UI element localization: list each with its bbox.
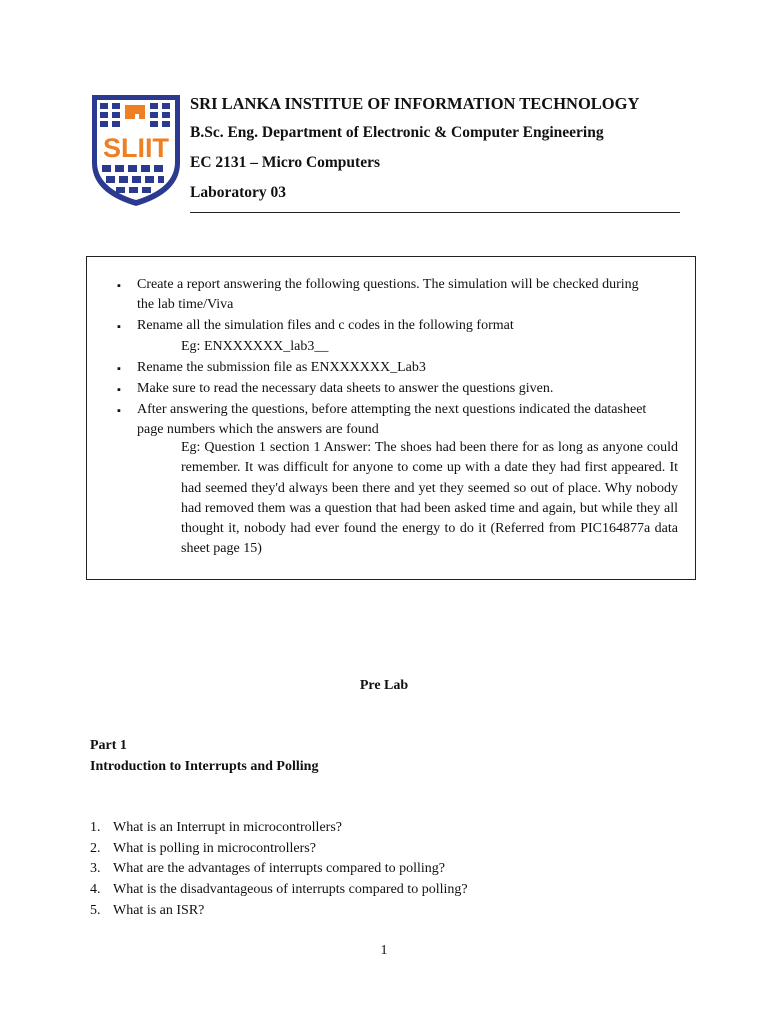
list-item xyxy=(90,820,342,836)
instruction-item: Rename all the simulation files and c codes in the following format xyxy=(137,318,514,333)
instruction-example: Eg: ENXXXXXX_lab3__ xyxy=(181,339,329,354)
bullet-icon: ▪ xyxy=(117,280,121,292)
header-divider xyxy=(190,212,680,213)
instruction-example-paragraph: Eg: Question 1 section 1 Answer: The shoes had been there for as long as anyone could remember. It was difficult for anyone to come up with a date they had first appeared. It had seemed they'd always been there and yet they seemed so out of place. Why nobody had removed them was a question that had been asked time and again, but while they all thought it, nobody had ever found the energy to do it (Referred from PIC164877a data sheet page 15) xyxy=(181,440,678,557)
question-text: What are the advantages of interrupts compared to polling? xyxy=(113,861,445,876)
question-number: 4. xyxy=(90,882,101,897)
course-title: EC 2131 – Micro Computers xyxy=(190,154,380,171)
bullet-icon: ▪ xyxy=(117,405,121,417)
question-number: 2. xyxy=(90,841,101,856)
instruction-item: Create a report answering the following questions. The simulation will be checked during xyxy=(137,277,639,292)
instruction-item: After answering the questions, before attempting the next questions indicated the datasheet xyxy=(137,402,647,417)
section-heading: Pre Lab xyxy=(359,678,409,693)
list-item xyxy=(90,882,468,898)
question-text: What is polling in microcontrollers? xyxy=(113,841,316,856)
part-subtitle: Introduction to Interrupts and Polling xyxy=(90,759,319,774)
instruction-item: Rename the submission file as ENXXXXXX_Lab3 xyxy=(137,360,426,375)
question-number: 1. xyxy=(90,820,101,835)
sliit-logo xyxy=(90,93,182,208)
list-item xyxy=(90,841,316,857)
part-title: Part 1 xyxy=(90,738,127,753)
page-number: 1 xyxy=(380,943,388,958)
question-text: What is the disadvantageous of interrupts compared to polling? xyxy=(113,882,468,897)
instruction-item-cont: page numbers which the answers are found xyxy=(137,422,379,437)
lion-emblem-icon xyxy=(125,105,145,119)
instruction-item: Make sure to read the necessary data sheets to answer the questions given. xyxy=(137,381,554,396)
question-number: 3. xyxy=(90,861,101,876)
department-name: B.Sc. Eng. Department of Electronic & Computer Engineering xyxy=(190,124,604,141)
bullet-icon: ▪ xyxy=(117,384,121,396)
instruction-item-cont: the lab time/Viva xyxy=(137,297,234,312)
question-number: 5. xyxy=(90,903,101,918)
question-text: What is an ISR? xyxy=(113,903,205,918)
question-text: What is an Interrupt in microcontrollers? xyxy=(113,820,342,835)
bullet-icon: ▪ xyxy=(117,321,121,333)
instructions-box xyxy=(86,256,696,580)
bullet-icon: ▪ xyxy=(117,363,121,375)
list-item xyxy=(90,903,204,919)
institute-name: SRI LANKA INSTITUE OF INFORMATION TECHNOLOGY xyxy=(190,94,640,113)
list-item xyxy=(90,861,445,877)
lab-title: Laboratory 03 xyxy=(190,184,287,201)
logo-text: SLIIT xyxy=(103,133,169,163)
